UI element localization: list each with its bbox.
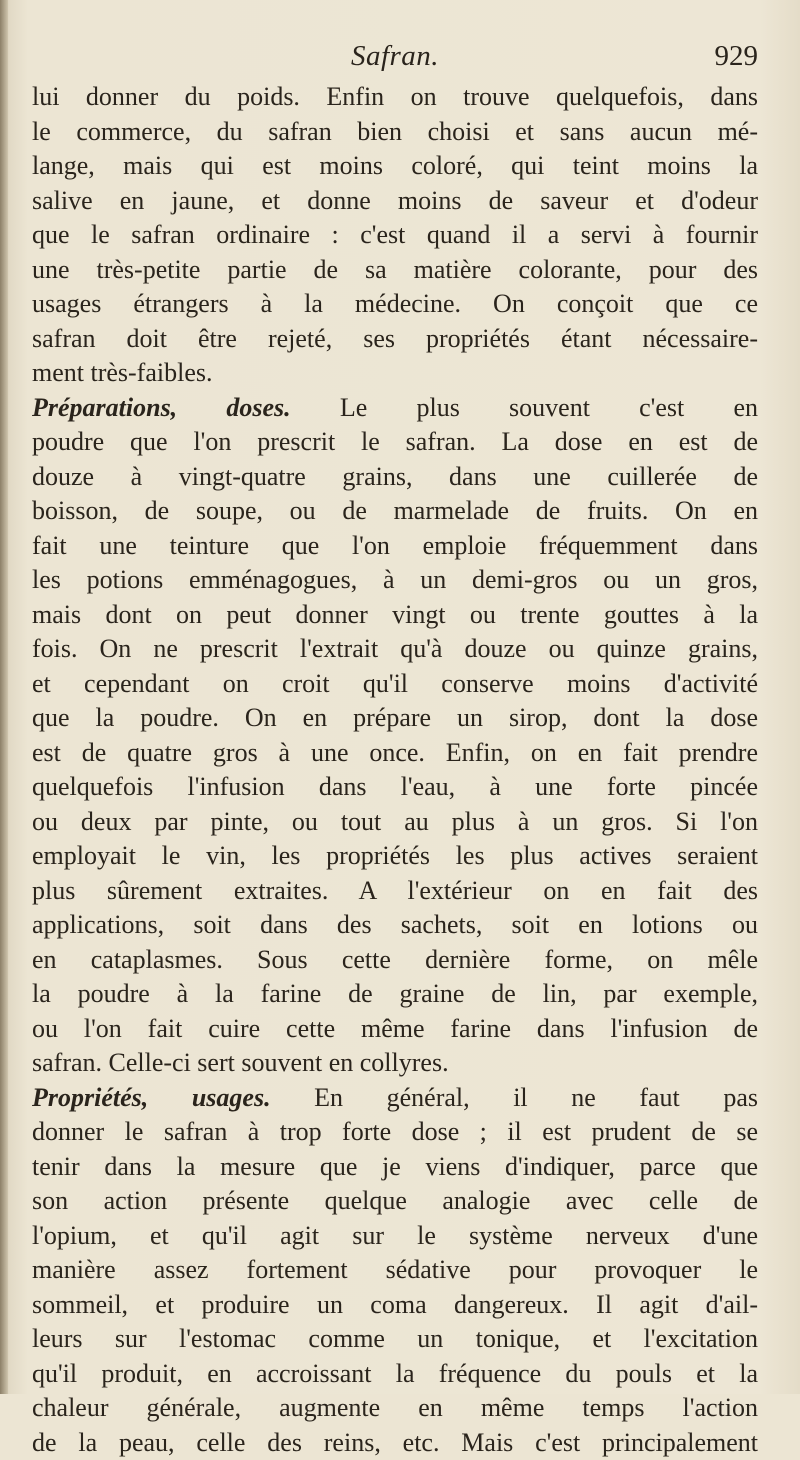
line-text: et cependant on croit qu'il conserve moins d'activité [32, 669, 758, 698]
line-text: leurs sur l'estomac comme un tonique, et l'excitation [32, 1324, 758, 1353]
line-text: qu'il produit, en accroissant la fréquence du pouls et la [32, 1359, 758, 1388]
text-line [32, 356, 758, 391]
text-line [32, 1012, 758, 1047]
text-line [32, 494, 758, 529]
line-text: En général, il ne faut pas [271, 1083, 758, 1112]
text-line [32, 874, 758, 909]
text-line [32, 1184, 758, 1219]
line-text: poudre que l'on prescrit le safran. La dose en est de [32, 427, 758, 456]
line-text: ou l'on fait cuire cette même farine dans l'infusion de [32, 1014, 758, 1043]
line-text: fait une teinture que l'on emploie fréquemment dans [32, 531, 758, 560]
text-line [32, 184, 758, 219]
line-text: safran. Celle-ci sert souvent en collyres. [32, 1048, 449, 1077]
text-line [32, 736, 758, 771]
line-text: quelquefois l'infusion dans l'eau, à une forte pincée [32, 772, 758, 801]
page-header [32, 40, 758, 84]
line-text: plus sûrement extraites. A l'extérieur on en fait des [32, 876, 758, 905]
text-line [32, 1253, 758, 1288]
text-line [32, 1219, 758, 1254]
text-line [32, 1357, 758, 1392]
line-text: usages étrangers à la médecine. On conçoit que ce [32, 289, 758, 318]
text-line [32, 1391, 758, 1426]
line-text: lui donner du poids. Enfin on trouve quelquefois, dans [32, 82, 758, 111]
line-text: fois. On ne prescrit l'extrait qu'à douze ou quinze grains, [32, 634, 758, 663]
line-text: manière assez fortement sédative pour provoquer le [32, 1255, 758, 1284]
text-line [32, 598, 758, 633]
text-line [32, 253, 758, 288]
text-line [32, 667, 758, 702]
line-text: une très-petite partie de sa matière colorante, pour des [32, 255, 758, 284]
text-line [32, 115, 758, 150]
text-line [32, 943, 758, 978]
text-line [32, 80, 758, 115]
line-text: ment très-faibles. [32, 358, 213, 387]
line-text: que le safran ordinaire : c'est quand il a servi à fournir [32, 220, 758, 249]
text-line [32, 149, 758, 184]
binding-edge [0, 0, 8, 1394]
text-line [32, 322, 758, 357]
paragraph-first-line [32, 391, 758, 426]
text-line [32, 770, 758, 805]
line-text: que la poudre. On en prépare un sirop, dont la dose [32, 703, 758, 732]
line-text: la poudre à la farine de graine de lin, par exemple, [32, 979, 758, 1008]
text-line [32, 1288, 758, 1323]
text-line [32, 908, 758, 943]
text-line [32, 632, 758, 667]
line-text: l'opium, et qu'il agit sur le système nerveux d'une [32, 1221, 758, 1250]
line-text: chaleur générale, augmente en même temps l'action [32, 1393, 758, 1422]
line-text: douze à vingt-quatre grains, dans une cuillerée de [32, 462, 758, 491]
text-line [32, 805, 758, 840]
line-text: est de quatre gros à une once. Enfin, on en fait prendre [32, 738, 758, 767]
section-heading: Préparations, doses. [32, 393, 291, 422]
text-line [32, 287, 758, 322]
text-line [32, 425, 758, 460]
line-text: employait le vin, les propriétés les plus actives seraient [32, 841, 758, 870]
paragraph-first-line [32, 1081, 758, 1116]
line-text: ou deux par pinte, ou tout au plus à un gros. Si l'on [32, 807, 758, 836]
line-text: son action présente quelque analogie avec celle de [32, 1186, 758, 1215]
line-text: Le plus souvent c'est en [291, 393, 758, 422]
text-line [32, 839, 758, 874]
line-text: tenir dans la mesure que je viens d'indiquer, parce que [32, 1152, 758, 1181]
section-heading: Propriétés, usages. [32, 1083, 271, 1112]
text-line [32, 1322, 758, 1357]
running-title: Safran. [32, 40, 758, 73]
line-text: applications, soit dans des sachets, soit en lotions ou [32, 910, 758, 939]
text-line [32, 218, 758, 253]
text-line [32, 1150, 758, 1185]
text-line [32, 563, 758, 598]
line-text: lange, mais qui est moins coloré, qui teint moins la [32, 151, 758, 180]
line-text: safran doit être rejeté, ses propriétés étant nécessaire- [32, 324, 758, 353]
text-line [32, 1426, 758, 1460]
line-text: en cataplasmes. Sous cette dernière forme, on mêle [32, 945, 758, 974]
line-text: les potions emménagogues, à un demi-gros ou un gros, [32, 565, 758, 594]
line-text: de la peau, celle des reins, etc. Mais c'est principalement [32, 1428, 758, 1457]
text-line [32, 529, 758, 564]
text-line [32, 460, 758, 495]
text-line [32, 701, 758, 736]
line-text: boisson, de soupe, ou de marmelade de fruits. On en [32, 496, 758, 525]
line-text: salive en jaune, et donne moins de saveur et d'odeur [32, 186, 758, 215]
text-line [32, 1115, 758, 1150]
line-text: sommeil, et produire un coma dangereux. Il agit d'ail- [32, 1290, 758, 1319]
text-line [32, 1046, 758, 1081]
text-line [32, 977, 758, 1012]
page-number: 929 [715, 40, 759, 73]
body-text [32, 80, 758, 1460]
line-text: donner le safran à trop forte dose ; il est prudent de se [32, 1117, 758, 1146]
line-text: le commerce, du safran bien choisi et sans aucun mé- [32, 117, 758, 146]
line-text: mais dont on peut donner vingt ou trente gouttes à la [32, 600, 758, 629]
